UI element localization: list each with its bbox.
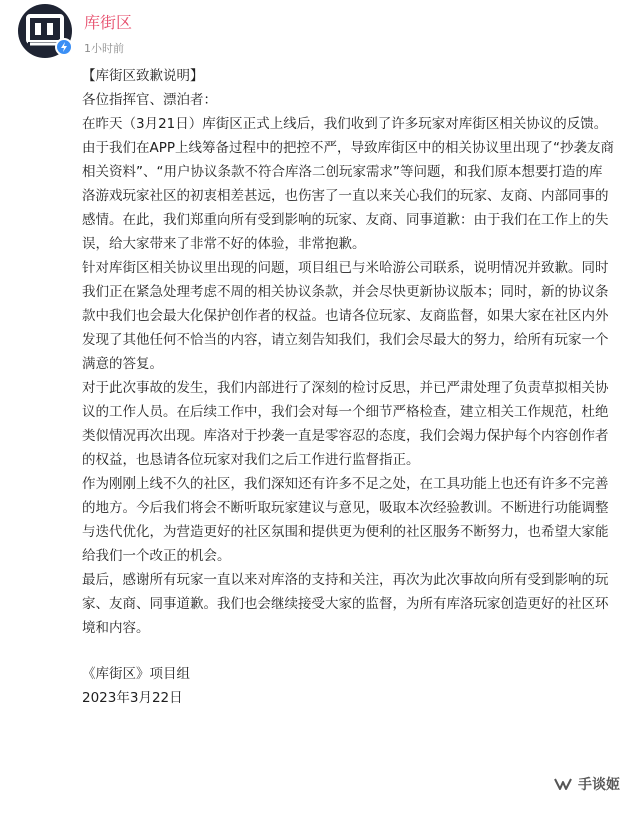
- watermark-text: 手谈姬: [578, 777, 620, 793]
- post-paragraph-3: 对于此次事故的发生，我们内部进行了深刻的检讨反思，并已严肃处理了负责草拟相关协议的工作人员。在后续工作中，我们会对每一个细节严格检查，建立相关工作规范，杜绝类似情况再次出现。库洛对于抄袭一直是零容忍的态度，我们会竭力保护每个内容创作者的权益，也恳请各位玩家对我们之后工作进行监督指正。: [82, 380, 609, 468]
- verified-badge: [55, 38, 73, 56]
- lightning-icon: [58, 41, 70, 53]
- post-title: 【库街区致歉说明】: [82, 68, 204, 84]
- wechat-channel-icon: [553, 776, 573, 792]
- post-paragraph-5: 最后，感谢所有玩家一直以来对库洛的支持和关注，再次为此次事故向所有受到影响的玩家、友商、同事道歉。我们也会继续接受大家的监督，为所有库洛玩家创造更好的社区环境和内容。: [82, 572, 609, 636]
- post-paragraph-2: 针对库街区相关协议里出现的问题，项目组已与米哈游公司联系，说明情况并致歉。同时我们正在紧急处理考虑不周的相关协议条款，并会尽快更新协议版本；同时，新的协议条款中我们也会最大化保护创作者的权益。也请各位玩家、友商监督，如果大家在社区内外发现了其他任何不恰当的内容，请立刻告知我们，我们会尽最大的努力，给所有玩家一个满意的答复。: [82, 260, 609, 372]
- post-content: [82, 64, 614, 710]
- post-salutation: 各位指挥官、漂泊者：: [82, 92, 217, 108]
- signature-team: 《库街区》项目组: [82, 666, 190, 682]
- post-paragraph-4: 作为刚刚上线不久的社区，我们深知还有许多不足之处，在工具功能上也还有许多不完善的地方。今后我们将会不断听取玩家建议与意见，吸取本次经验教训。不断进行功能调整与迭代优化，为营造更好的社区氛围和提供更为便利的社区服务不断努力，也希望大家能给我们一个改正的机会。: [82, 476, 609, 564]
- post-signature: [82, 662, 614, 710]
- signature-date: 2023年3月22日: [82, 690, 183, 706]
- post-time: 1小时前: [84, 42, 124, 55]
- author-name[interactable]: 库街区: [84, 13, 133, 32]
- watermark: [553, 774, 620, 794]
- post-paragraph-1: 在昨天（3月21日）库街区正式上线后，我们收到了许多玩家对库街区相关协议的反馈。由于我们在APP上线筹备过程中的把控不严，导致库街区中的相关协议里出现了“抄袭友商相关资料”、“用户协议条款不符合库洛二创玩家需求”等问题，和我们原本想要打造的库洛游戏玩家社区的初衷相差甚远，也伤害了一直以来关心我们的玩家、友商、内部同事的感情。在此，我们郑重向所有受到影响的玩家、友商、同事道歉：由于我们在工作上的失误，给大家带来了非常不好的体验，非常抱歉。: [82, 116, 615, 252]
